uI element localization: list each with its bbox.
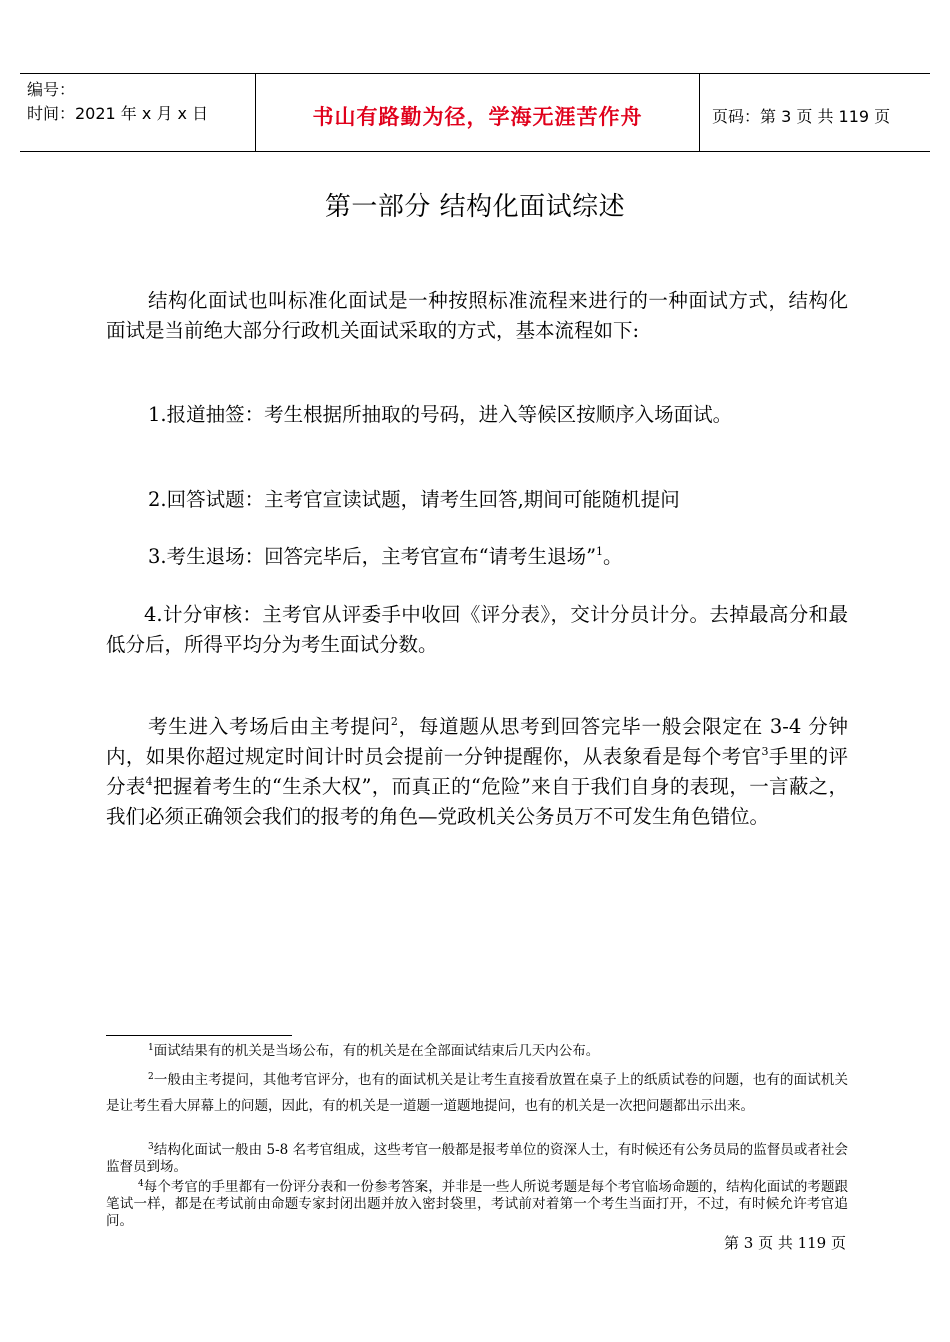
footnote-1-text: 面试结果有的机关是当场公布，有的机关是在全部面试结束后几天内公布。 <box>153 1043 600 1059</box>
step-3-end: 。 <box>603 545 623 568</box>
header-left-cell <box>20 74 256 151</box>
footnote-4-text: 每个考官的手里都有一份评分表和一份参考答案，并非是一些人所说考题是每个考官临场命题的，结构化面试的考题跟笔试一样，都是在考试前由命题专家封闭出题并放入密封袋里，考试前对着第一个考生当面打开，不过，有时候允许考官追问。 <box>106 1179 848 1229</box>
page-title: 第一部分 结构化面试综述 <box>324 192 626 222</box>
footer-page-number: 第 3 页 共 119 页 <box>723 1234 846 1252</box>
body-text-a: 考生进入考场后由主考提问 <box>148 715 391 738</box>
step-1: 1.报道抽签：考生根据所抽取的号码，进入等候区按顺序入场面试。 <box>148 403 733 426</box>
footnote-4 <box>106 1179 848 1230</box>
footnote-separator <box>106 1035 292 1036</box>
body-text-b: ，每道题从思考到回答完毕一般会限定在 3-4 分钟内，如果你超过规定时间计时员会提前一分钟提醒你，从表象看是每个考官 <box>106 715 848 768</box>
footnote-1 <box>106 1040 848 1062</box>
step-2: 2.回答试题：主考官宣读试题，请考生回答,期间可能随机提问 <box>148 488 680 511</box>
document-time-label: 时间：2021 年 x 月 x 日 <box>27 104 209 123</box>
header-page-code: 页码：第 3 页 共 119 页 <box>712 107 891 126</box>
footnote-3-number: 3 <box>148 1142 154 1152</box>
footnote-3 <box>106 1142 848 1176</box>
step-3-text: 3.考生退场：回答完毕后，主考官宣布“请考生退场” <box>148 545 597 568</box>
step-3 <box>148 542 623 572</box>
footnote-ref-3[interactable]: 3 <box>761 745 769 758</box>
header-motto: 书山有路勤为径，学海无涯苦作舟 <box>312 105 643 129</box>
footnote-2-number: 2 <box>148 1072 154 1082</box>
footnote-2-text: 一般由主考提问，其他考官评分，也有的面试机关是让考生直接看放置在桌子上的纸质试卷的问题，也有的面试机关是让考生看大屏幕上的问题，因此，有的机关是一道题一道题地提问，也有的机关是一次把问题都出示出来。 <box>106 1072 848 1114</box>
step-4: 4.计分审核：主考官从评委手中收回《评分表》，交计分员计分。去掉最高分和最低分后，所得平均分为考生面试分数。 <box>106 603 848 656</box>
footnote-ref-2[interactable]: 2 <box>390 715 398 728</box>
footnote-4-number: 4 <box>138 1179 144 1189</box>
footnote-3-text: 结构化面试一般由 5-8 名考官组成，这些考官一般都是报考单位的资深人士，有时候还有公务员局的监督员或者社会监督员到场。 <box>106 1142 848 1175</box>
header-right-cell <box>700 74 930 151</box>
footnote-2 <box>106 1067 848 1119</box>
footnote-ref-1[interactable]: 1 <box>596 545 604 558</box>
body-text-d: 把握着考生的“生杀大权”，而真正的“危险”来自于我们自身的表现，一言蔽之，我们必须正确领会我们的报考的角色—党政机关公务员万不可发生角色错位。 <box>106 775 848 828</box>
footnote-1-number: 1 <box>148 1043 154 1053</box>
body-text-c: 手里的评分表 <box>106 745 848 798</box>
intro-paragraph: 结构化面试也叫标准化面试是一种按照标准流程来进行的一种面试方式，结构化面试是当前绝大部分行政机关面试采取的方式，基本流程如下: <box>106 289 848 342</box>
footnote-ref-4[interactable]: 4 <box>145 775 153 788</box>
header-middle-cell <box>256 74 700 151</box>
document-code-label: 编号： <box>27 80 76 99</box>
body-paragraph <box>106 712 848 832</box>
header-table <box>20 73 930 152</box>
